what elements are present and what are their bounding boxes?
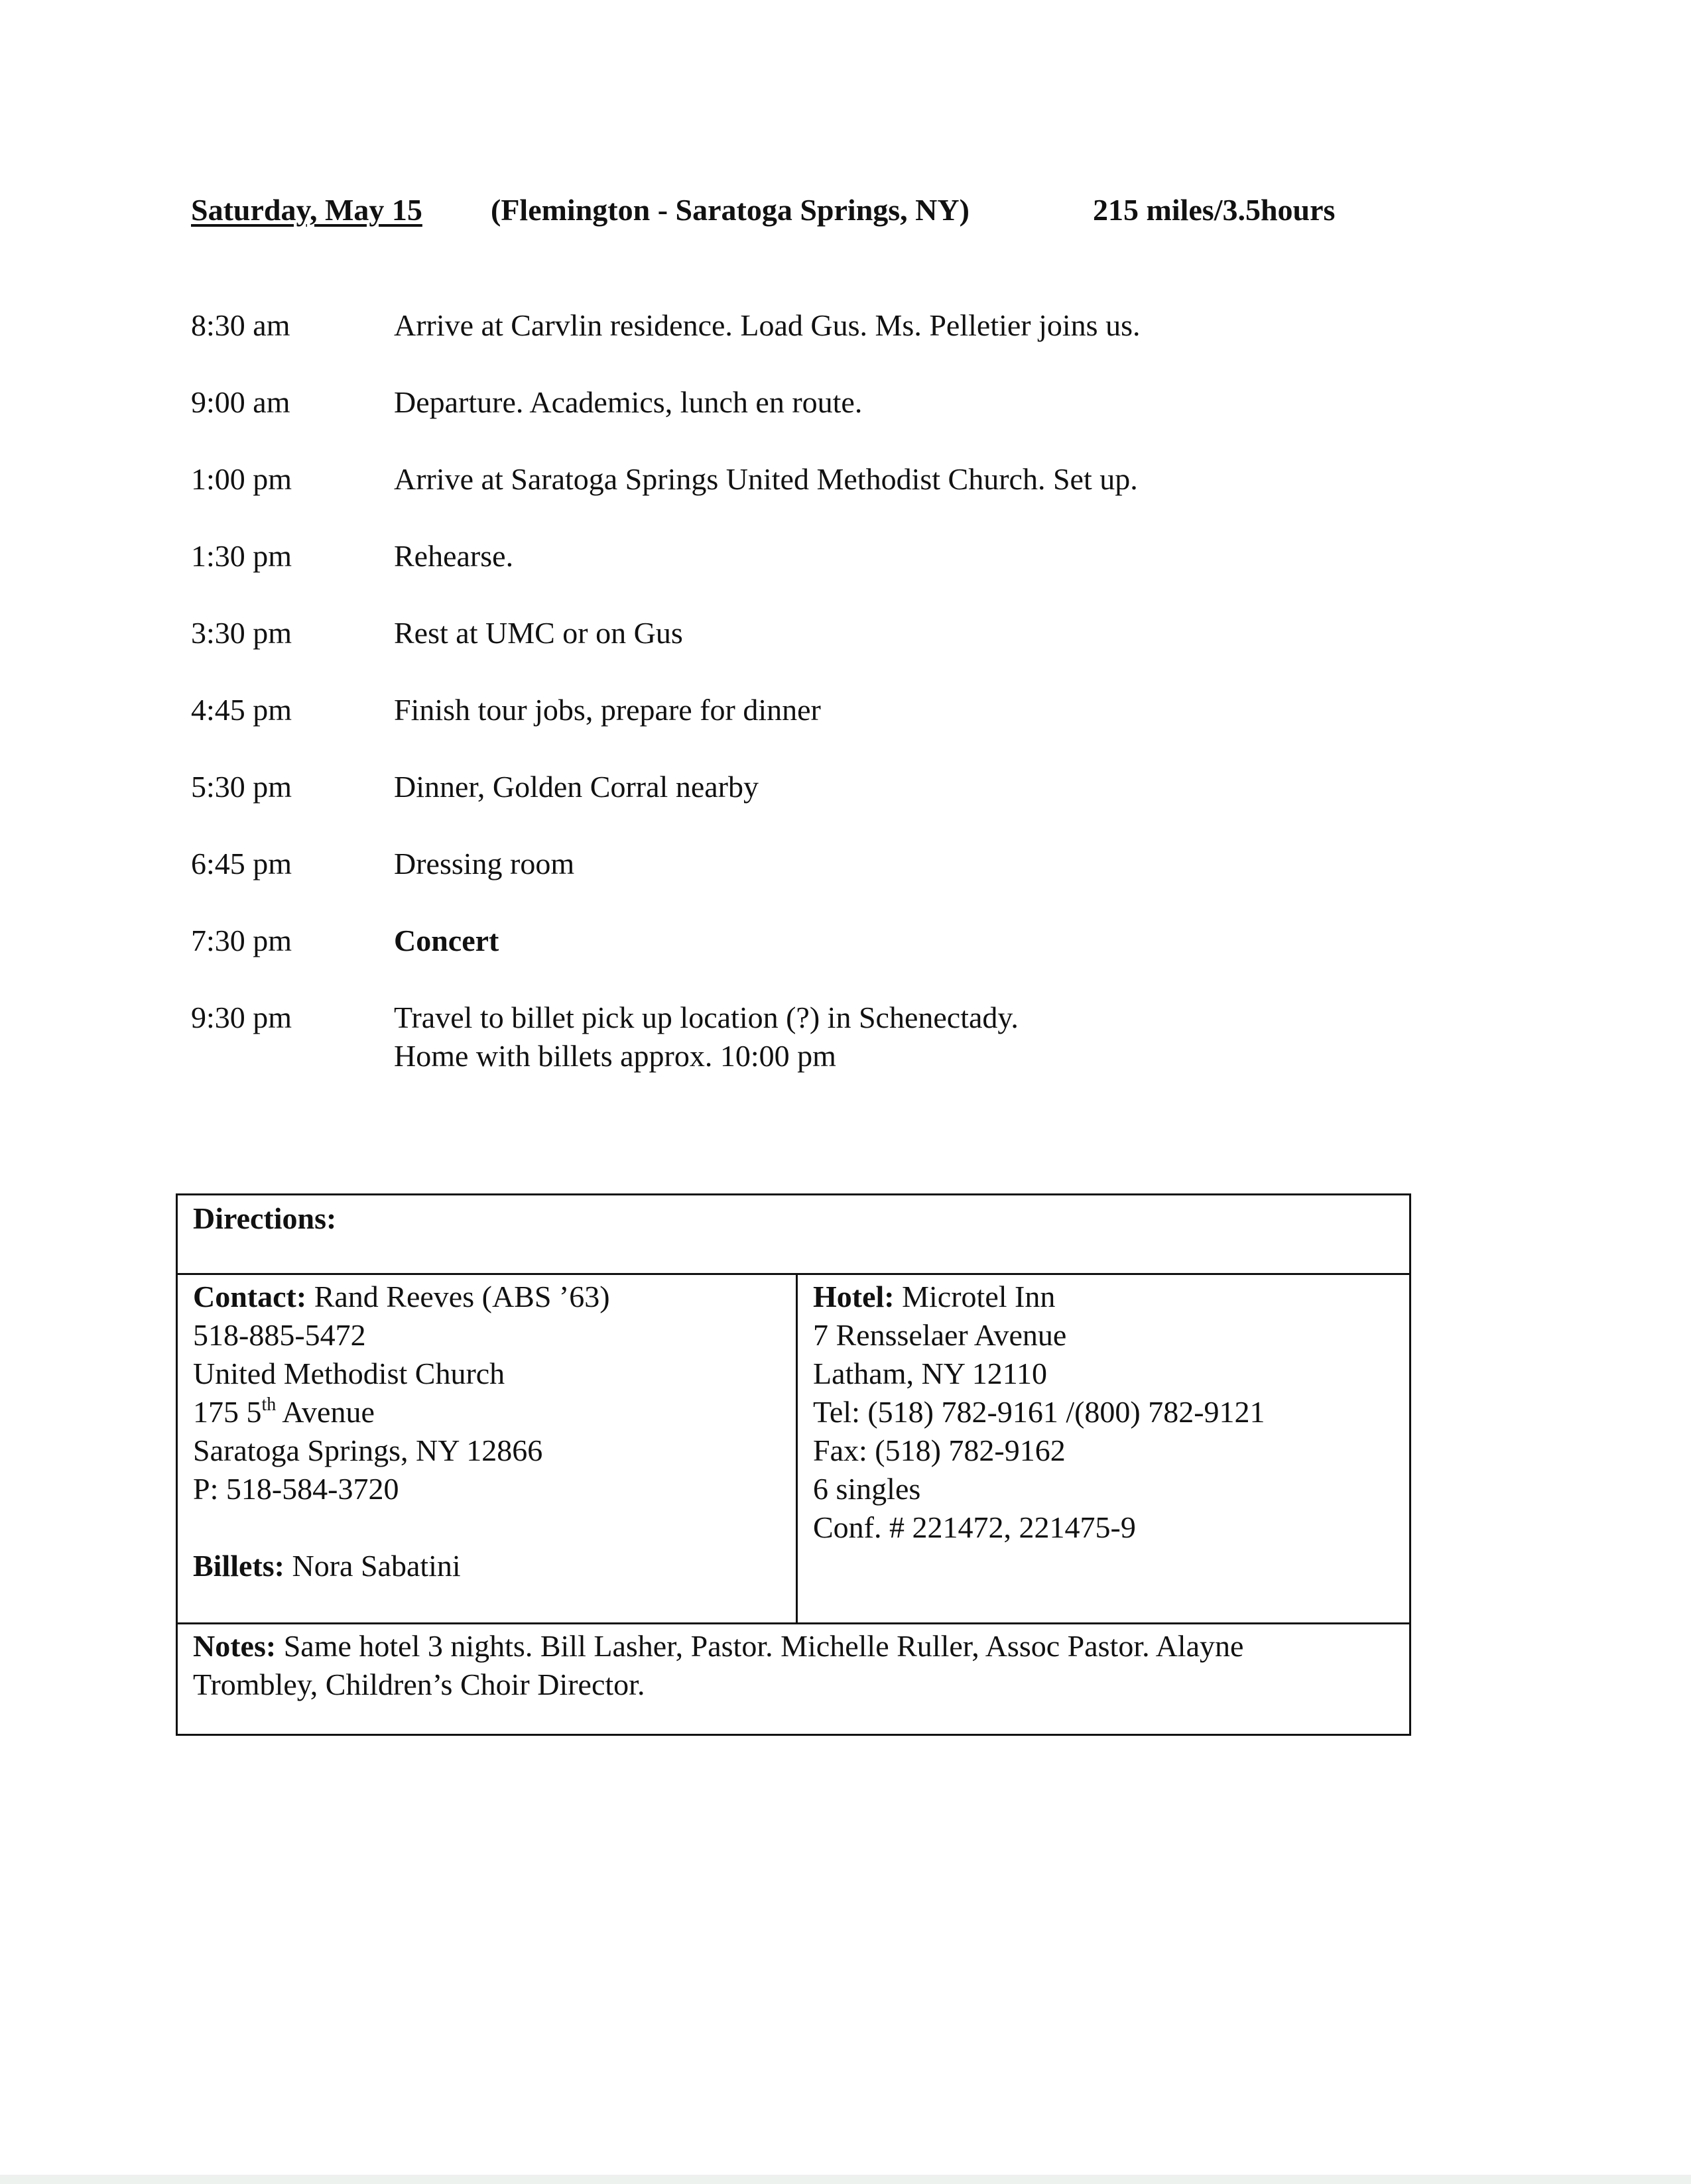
street-ordinal: th — [261, 1394, 277, 1415]
info-table — [176, 1193, 1411, 1736]
contact-org: United Methodist Church — [193, 1357, 505, 1390]
hotel-tel: Tel: (518) 782-9161 /(800) 782-9121 — [813, 1395, 1265, 1429]
day-date: Saturday, May 15 — [191, 193, 422, 227]
schedule-desc — [394, 999, 1019, 1075]
contact-phone: 518-885-5472 — [193, 1318, 366, 1352]
notes-label: Notes: — [193, 1629, 277, 1663]
schedule-time: 1:30 pm — [191, 539, 292, 573]
scan-edge — [0, 2175, 1691, 2184]
schedule-desc: Dinner, Golden Corral nearby — [394, 770, 759, 804]
schedule-row — [191, 383, 1517, 460]
contact-label: Contact: — [193, 1280, 307, 1313]
notes-text-1: Same hotel 3 nights. Bill Lasher, Pastor. Michelle Ruller, Assoc Pastor. Alayne — [283, 1629, 1244, 1663]
schedule-desc: Rehearse. — [394, 539, 514, 573]
schedule-time: 7:30 pm — [191, 924, 292, 957]
street-number: 175 5 — [193, 1395, 262, 1429]
hotel-label: Hotel: — [813, 1280, 895, 1313]
hotel-street: 7 Rensselaer Avenue — [813, 1318, 1067, 1352]
schedule-desc: Rest at UMC or on Gus — [394, 616, 683, 650]
schedule-desc: Finish tour jobs, prepare for dinner — [394, 693, 821, 727]
billets-line — [193, 1547, 796, 1585]
hotel-name: Microtel Inn — [902, 1280, 1056, 1313]
schedule-time: 4:45 pm — [191, 693, 292, 727]
schedule-desc: Dressing room — [394, 847, 575, 880]
directions-cell — [178, 1195, 1409, 1275]
billets-name: Nora Sabatini — [292, 1549, 461, 1583]
notes-line — [193, 1627, 1383, 1666]
street-name: Avenue — [276, 1395, 375, 1429]
distance: 215 miles/3.5hours — [1093, 193, 1336, 227]
notes-text-2: Trombley, Children’s Choir Director. — [193, 1668, 645, 1701]
contact-city: Saratoga Springs, NY 12866 — [193, 1433, 543, 1467]
schedule-row — [191, 922, 1517, 999]
schedule-time: 9:30 pm — [191, 1001, 292, 1034]
schedule-desc-concert: Concert — [394, 924, 499, 957]
schedule-time: 5:30 pm — [191, 770, 292, 804]
contact-church-phone: P: 518-584-3720 — [193, 1472, 399, 1506]
schedule-row — [191, 537, 1517, 614]
schedule-time: 9:00 am — [191, 385, 290, 419]
billets-label: Billets: — [193, 1549, 284, 1583]
hotel-city: Latham, NY 12110 — [813, 1357, 1048, 1390]
contact-line — [193, 1278, 796, 1316]
hotel-line — [813, 1278, 1411, 1316]
spacer — [193, 1508, 796, 1547]
schedule-desc-line: Travel to billet pick up location (?) in Schenectady. — [394, 1001, 1019, 1034]
directions-label: Directions: — [193, 1201, 337, 1235]
hotel-conf: Conf. # 221472, 221475-9 — [813, 1510, 1136, 1544]
schedule-desc: Arrive at Carvlin residence. Load Gus. Ms. Pelletier joins us. — [394, 308, 1141, 342]
contact-street — [193, 1393, 796, 1431]
schedule-time: 3:30 pm — [191, 616, 292, 650]
contact-name: Rand Reeves (ABS ’63) — [314, 1280, 610, 1313]
hotel-cell — [798, 1275, 1411, 1622]
schedule-list — [191, 306, 1517, 1075]
schedule-row — [191, 460, 1517, 537]
notes-cell — [178, 1622, 1409, 1736]
schedule-time: 6:45 pm — [191, 847, 292, 880]
hotel-rooms: 6 singles — [813, 1472, 921, 1506]
schedule-time: 8:30 am — [191, 308, 290, 342]
hotel-fax: Fax: (518) 782-9162 — [813, 1433, 1066, 1467]
contact-cell — [178, 1275, 798, 1622]
day-header — [191, 192, 1451, 232]
schedule-row — [191, 306, 1517, 383]
schedule-row — [191, 768, 1517, 845]
schedule-desc-line: Home with billets approx. 10:00 pm — [394, 1039, 836, 1073]
schedule-row — [191, 999, 1517, 1075]
schedule-desc: Arrive at Saratoga Springs United Methodist Church. Set up. — [394, 462, 1138, 496]
schedule-desc: Departure. Academics, lunch en route. — [394, 385, 863, 419]
schedule-row — [191, 845, 1517, 922]
route: (Flemington - Saratoga Springs, NY) — [491, 193, 970, 227]
schedule-row — [191, 691, 1517, 768]
schedule-row — [191, 614, 1517, 691]
schedule-time: 1:00 pm — [191, 462, 292, 496]
